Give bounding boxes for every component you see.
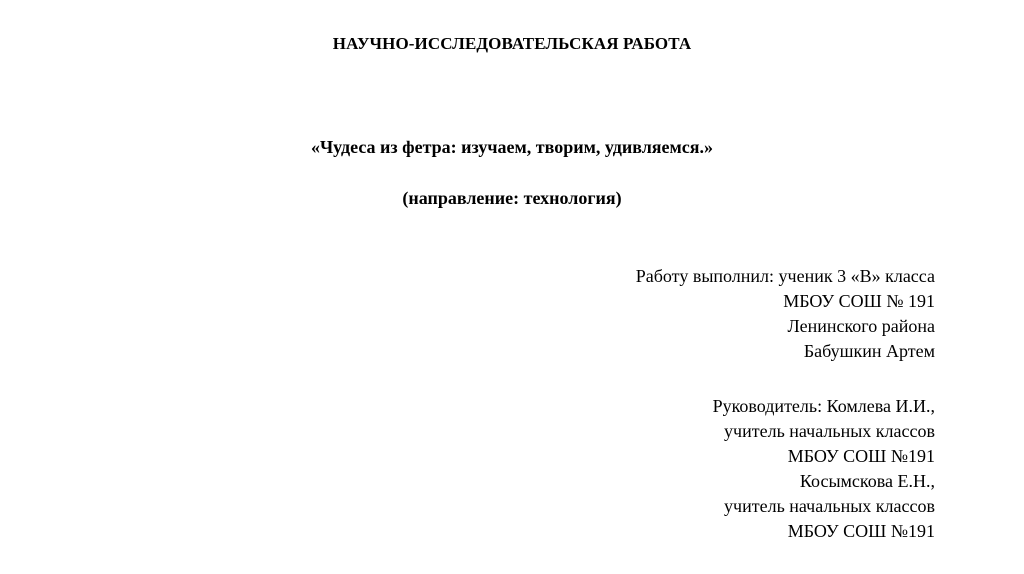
supervisor-1-position-line: учитель начальных классов (724, 421, 935, 441)
performer-district-line: Ленинского района (787, 316, 935, 336)
performer-block (455, 264, 935, 364)
document-type-heading: НАУЧНО-ИССЛЕДОВАТЕЛЬСКАЯ РАБОТА (332, 34, 692, 53)
performer-school-line: МБОУ СОШ № 191 (783, 291, 935, 311)
supervisor-1-name-line: Руководитель: Комлева И.И., (712, 396, 935, 416)
supervisor-2-position-line: учитель начальных классов (724, 496, 935, 516)
work-title: «Чудеса из фетра: изучаем, творим, удивляемся.» (310, 137, 714, 157)
work-direction: (направление: технология) (402, 188, 622, 208)
supervisor-2-name-line: Косымскова Е.Н., (799, 471, 935, 491)
performer-name-line: Бабушкин Артем (803, 341, 935, 361)
supervisor-2-school-line: МБОУ СОШ №191 (787, 521, 935, 541)
supervisor-1-school-line: МБОУ СОШ №191 (787, 446, 935, 466)
performer-role-line: Работу выполнил: ученик 3 «В» класса (635, 266, 935, 286)
supervisors-block (455, 394, 935, 544)
